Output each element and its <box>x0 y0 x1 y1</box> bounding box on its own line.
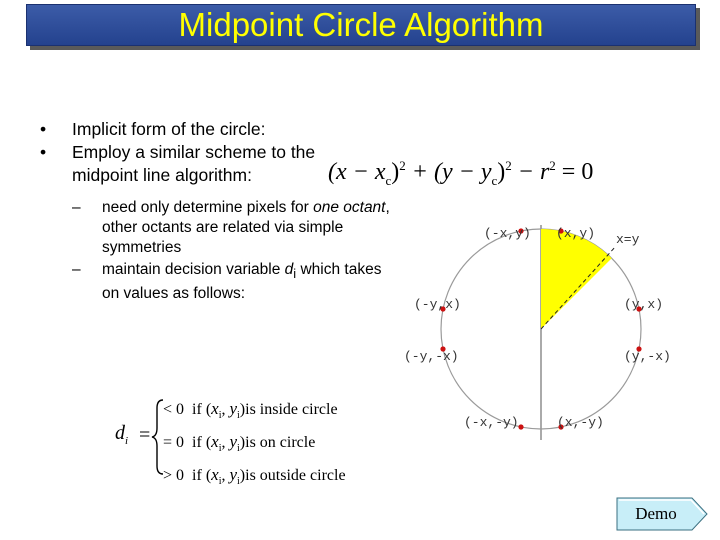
eq-part: − r <box>511 159 550 185</box>
sub-bullet-text-pre: maintain decision variable <box>102 261 285 278</box>
eq-part: c <box>491 172 498 188</box>
bullet-text: Employ a similar scheme to the midpoint line algorithm: <box>72 142 316 185</box>
sub-bullet-text-pre: need only determine pixels for <box>102 199 314 216</box>
eq-part: = 0 <box>555 159 594 185</box>
sub-bullet-item <box>72 198 392 258</box>
di-case-row: = 0 if ($x_i$, $y_i)is$ on circle <box>163 432 316 455</box>
eq-part: 2 <box>399 158 406 173</box>
bullet-dot: • <box>40 142 47 162</box>
bullet-text: Implicit form of the circle: <box>72 119 266 139</box>
eq-part: c <box>385 172 392 188</box>
eq-part: 2 <box>549 158 556 173</box>
label-x-y: (x,y) <box>556 226 596 241</box>
point-neg-x-neg-y <box>518 424 523 429</box>
sub-bullet-text-post: , other octants are related via simple symmetries <box>102 199 390 256</box>
di-case-row: < 0 if ($x_i$, $y_i)is$ inside circle <box>163 399 338 422</box>
label-x-neg-y: (x,-y) <box>557 415 604 430</box>
bullet-list <box>40 118 360 187</box>
di-equals: = <box>139 424 151 446</box>
sub-bullet-list <box>72 198 392 306</box>
eq-part: ) <box>497 159 506 185</box>
sub-bullet-subscript: i <box>293 266 297 282</box>
sub-bullet-emphasis: d <box>284 261 294 278</box>
bullet-item <box>40 118 360 141</box>
bullet-dot: • <box>40 119 47 139</box>
di-symbol: $d_i$ <box>115 422 129 447</box>
sub-bullet-text-post: which takes on values as follows: <box>102 261 382 303</box>
circle-equation <box>328 158 593 189</box>
sub-bullet-emphasis: one octant <box>313 199 386 216</box>
octant-symmetry-diagram <box>400 210 690 450</box>
label-neg-x-y: (-x,y) <box>484 226 531 241</box>
eq-part: ) <box>391 159 400 185</box>
slide-title: Midpoint Circle Algorithm <box>178 6 544 43</box>
label-neg-x-neg-y: (-x,-y) <box>464 415 519 430</box>
label-diagonal: x=y <box>616 232 640 247</box>
label-neg-y-neg-x: (-y,-x) <box>404 349 459 364</box>
demo-button[interactable] <box>616 497 708 531</box>
demo-label: Demo <box>635 504 677 523</box>
dash-symbol: – <box>72 261 81 278</box>
di-case-row: > 0 if ($x_i$, $y_i)is$ outside circle <box>163 465 346 488</box>
dash-symbol: – <box>72 199 81 216</box>
eq-part: (x − x <box>328 159 386 185</box>
label-y-x: (y,x) <box>624 297 664 312</box>
sub-bullet-item <box>72 260 392 304</box>
eq-part: 2 <box>505 158 512 173</box>
di-cases <box>163 396 346 496</box>
label-y-neg-x: (y,-x) <box>624 349 671 364</box>
eq-part: + (y − y <box>405 159 492 185</box>
highlighted-octant <box>541 229 612 329</box>
label-neg-y-x: (-y,x) <box>414 297 461 312</box>
bullet-item <box>40 141 360 187</box>
